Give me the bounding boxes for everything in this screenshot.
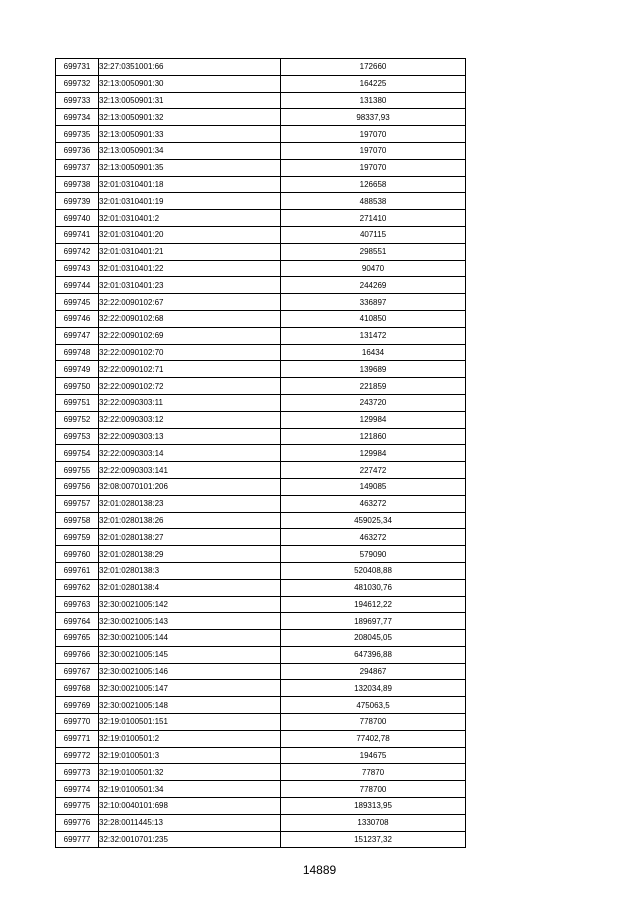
row-id-cell: 699768 bbox=[56, 680, 99, 697]
cadastral-value-cell: 172660 bbox=[281, 59, 466, 76]
table-row bbox=[56, 59, 466, 76]
table-row bbox=[56, 193, 466, 210]
cadastral-value-cell: 132034,89 bbox=[281, 680, 466, 697]
row-id-cell: 699739 bbox=[56, 193, 99, 210]
row-id-cell: 699732 bbox=[56, 75, 99, 92]
table-row bbox=[56, 428, 466, 445]
cadastral-value-cell: 407115 bbox=[281, 226, 466, 243]
row-id-cell: 699774 bbox=[56, 781, 99, 798]
cadastral-value-cell: 459025,34 bbox=[281, 512, 466, 529]
row-id-cell: 699776 bbox=[56, 814, 99, 831]
table-row bbox=[56, 294, 466, 311]
cadastral-value-cell: 197070 bbox=[281, 142, 466, 159]
cadastral-number-cell: 32:01:0310401:20 bbox=[99, 226, 281, 243]
table-row bbox=[56, 663, 466, 680]
row-id-cell: 699745 bbox=[56, 294, 99, 311]
cadastral-value-cell: 488538 bbox=[281, 193, 466, 210]
cadastral-value-cell: 481030,76 bbox=[281, 579, 466, 596]
cadastral-number-cell: 32:01:0280138:23 bbox=[99, 495, 281, 512]
page-number: 14889 bbox=[302, 863, 337, 877]
cadastral-number-cell: 32:01:0280138:4 bbox=[99, 579, 281, 596]
table-row bbox=[56, 764, 466, 781]
row-id-cell: 699758 bbox=[56, 512, 99, 529]
table-row bbox=[56, 327, 466, 344]
cadastral-value-cell: 1330708 bbox=[281, 814, 466, 831]
table-row bbox=[56, 126, 466, 143]
cadastral-value-cell: 244269 bbox=[281, 277, 466, 294]
cadastral-value-cell: 227472 bbox=[281, 462, 466, 479]
table-row bbox=[56, 226, 466, 243]
cadastral-value-cell: 90470 bbox=[281, 260, 466, 277]
table-row bbox=[56, 176, 466, 193]
cadastral-value-cell: 520408,88 bbox=[281, 562, 466, 579]
row-id-cell: 699746 bbox=[56, 310, 99, 327]
cadastral-value-cell: 189313,95 bbox=[281, 798, 466, 815]
table-row bbox=[56, 210, 466, 227]
cadastral-value-table bbox=[55, 58, 466, 848]
cadastral-number-cell: 32:30:0021005:148 bbox=[99, 697, 281, 714]
table-row bbox=[56, 361, 466, 378]
cadastral-number-cell: 32:30:0021005:147 bbox=[99, 680, 281, 697]
cadastral-value-cell: 298551 bbox=[281, 243, 466, 260]
cadastral-number-cell: 32:13:0050901:35 bbox=[99, 159, 281, 176]
table-row bbox=[56, 714, 466, 731]
cadastral-number-cell: 32:22:0090102:69 bbox=[99, 327, 281, 344]
cadastral-value-cell: 16434 bbox=[281, 344, 466, 361]
table-row bbox=[56, 831, 466, 848]
row-id-cell: 699762 bbox=[56, 579, 99, 596]
table-body bbox=[56, 59, 466, 848]
cadastral-number-cell: 32:13:0050901:32 bbox=[99, 109, 281, 126]
table-row bbox=[56, 109, 466, 126]
cadastral-value-cell: 778700 bbox=[281, 714, 466, 731]
cadastral-number-cell: 32:22:0090303:141 bbox=[99, 462, 281, 479]
cadastral-value-cell: 189697,77 bbox=[281, 613, 466, 630]
row-id-cell: 699766 bbox=[56, 646, 99, 663]
row-id-cell: 699775 bbox=[56, 798, 99, 815]
table-row bbox=[56, 478, 466, 495]
row-id-cell: 699744 bbox=[56, 277, 99, 294]
cadastral-number-cell: 32:01:0280138:27 bbox=[99, 529, 281, 546]
cadastral-number-cell: 32:22:0090102:67 bbox=[99, 294, 281, 311]
cadastral-number-cell: 32:13:0050901:34 bbox=[99, 142, 281, 159]
cadastral-number-cell: 32:22:0090303:13 bbox=[99, 428, 281, 445]
row-id-cell: 699754 bbox=[56, 445, 99, 462]
cadastral-number-cell: 32:19:0100501:151 bbox=[99, 714, 281, 731]
table-row bbox=[56, 512, 466, 529]
cadastral-value-cell: 77870 bbox=[281, 764, 466, 781]
cadastral-value-cell: 271410 bbox=[281, 210, 466, 227]
row-id-cell: 699735 bbox=[56, 126, 99, 143]
cadastral-value-cell: 131472 bbox=[281, 327, 466, 344]
row-id-cell: 699756 bbox=[56, 478, 99, 495]
table-row bbox=[56, 142, 466, 159]
table-row bbox=[56, 378, 466, 395]
row-id-cell: 699770 bbox=[56, 714, 99, 731]
cadastral-number-cell: 32:01:0280138:26 bbox=[99, 512, 281, 529]
cadastral-number-cell: 32:22:0090303:12 bbox=[99, 411, 281, 428]
cadastral-value-cell: 77402,78 bbox=[281, 730, 466, 747]
cadastral-number-cell: 32:28:0011445:13 bbox=[99, 814, 281, 831]
row-id-cell: 699750 bbox=[56, 378, 99, 395]
row-id-cell: 699741 bbox=[56, 226, 99, 243]
row-id-cell: 699747 bbox=[56, 327, 99, 344]
table-row bbox=[56, 613, 466, 630]
cadastral-number-cell: 32:01:0310401:19 bbox=[99, 193, 281, 210]
row-id-cell: 699761 bbox=[56, 562, 99, 579]
table-row bbox=[56, 546, 466, 563]
cadastral-number-cell: 32:30:0021005:142 bbox=[99, 596, 281, 613]
cadastral-value-cell: 463272 bbox=[281, 495, 466, 512]
row-id-cell: 699765 bbox=[56, 630, 99, 647]
table-row bbox=[56, 781, 466, 798]
cadastral-number-cell: 32:22:0090102:71 bbox=[99, 361, 281, 378]
cadastral-value-cell: 197070 bbox=[281, 159, 466, 176]
cadastral-number-cell: 32:32:0010701:235 bbox=[99, 831, 281, 848]
row-id-cell: 699763 bbox=[56, 596, 99, 613]
row-id-cell: 699769 bbox=[56, 697, 99, 714]
cadastral-number-cell: 32:19:0100501:2 bbox=[99, 730, 281, 747]
row-id-cell: 699751 bbox=[56, 394, 99, 411]
row-id-cell: 699736 bbox=[56, 142, 99, 159]
table-row bbox=[56, 344, 466, 361]
cadastral-value-cell: 194612,22 bbox=[281, 596, 466, 613]
cadastral-value-cell: 579090 bbox=[281, 546, 466, 563]
cadastral-value-cell: 194675 bbox=[281, 747, 466, 764]
cadastral-number-cell: 32:13:0050901:31 bbox=[99, 92, 281, 109]
row-id-cell: 699748 bbox=[56, 344, 99, 361]
row-id-cell: 699734 bbox=[56, 109, 99, 126]
table-row bbox=[56, 562, 466, 579]
cadastral-value-cell: 164225 bbox=[281, 75, 466, 92]
row-id-cell: 699737 bbox=[56, 159, 99, 176]
cadastral-number-cell: 32:13:0050901:33 bbox=[99, 126, 281, 143]
cadastral-number-cell: 32:22:0090102:72 bbox=[99, 378, 281, 395]
cadastral-value-cell: 129984 bbox=[281, 445, 466, 462]
table-row bbox=[56, 798, 466, 815]
cadastral-number-cell: 32:01:0310401:21 bbox=[99, 243, 281, 260]
row-id-cell: 699757 bbox=[56, 495, 99, 512]
cadastral-number-cell: 32:30:0021005:144 bbox=[99, 630, 281, 647]
cadastral-number-cell: 32:08:0070101:206 bbox=[99, 478, 281, 495]
table-row bbox=[56, 159, 466, 176]
cadastral-value-cell: 149085 bbox=[281, 478, 466, 495]
table-row bbox=[56, 75, 466, 92]
row-id-cell: 699749 bbox=[56, 361, 99, 378]
cadastral-value-cell: 98337,93 bbox=[281, 109, 466, 126]
row-id-cell: 699759 bbox=[56, 529, 99, 546]
cadastral-number-cell: 32:30:0021005:145 bbox=[99, 646, 281, 663]
row-id-cell: 699733 bbox=[56, 92, 99, 109]
row-id-cell: 699752 bbox=[56, 411, 99, 428]
cadastral-value-cell: 410850 bbox=[281, 310, 466, 327]
table-row bbox=[56, 495, 466, 512]
cadastral-value-cell: 131380 bbox=[281, 92, 466, 109]
table-row bbox=[56, 630, 466, 647]
cadastral-value-cell: 294867 bbox=[281, 663, 466, 680]
cadastral-number-cell: 32:22:0090102:68 bbox=[99, 310, 281, 327]
row-id-cell: 699743 bbox=[56, 260, 99, 277]
cadastral-value-cell: 221859 bbox=[281, 378, 466, 395]
cadastral-number-cell: 32:30:0021005:146 bbox=[99, 663, 281, 680]
table-row bbox=[56, 579, 466, 596]
cadastral-number-cell: 32:22:0090303:14 bbox=[99, 445, 281, 462]
table-row bbox=[56, 529, 466, 546]
table-row bbox=[56, 697, 466, 714]
cadastral-number-cell: 32:30:0021005:143 bbox=[99, 613, 281, 630]
cadastral-number-cell: 32:01:0280138:29 bbox=[99, 546, 281, 563]
cadastral-number-cell: 32:19:0100501:32 bbox=[99, 764, 281, 781]
table-row bbox=[56, 243, 466, 260]
table-row bbox=[56, 445, 466, 462]
cadastral-number-cell: 32:13:0050901:30 bbox=[99, 75, 281, 92]
table-row bbox=[56, 680, 466, 697]
row-id-cell: 699755 bbox=[56, 462, 99, 479]
cadastral-value-cell: 336897 bbox=[281, 294, 466, 311]
cadastral-number-cell: 32:22:0090102:70 bbox=[99, 344, 281, 361]
table-row bbox=[56, 596, 466, 613]
cadastral-value-cell: 197070 bbox=[281, 126, 466, 143]
row-id-cell: 699777 bbox=[56, 831, 99, 848]
cadastral-value-cell: 243720 bbox=[281, 394, 466, 411]
cadastral-number-cell: 32:19:0100501:34 bbox=[99, 781, 281, 798]
table-row bbox=[56, 277, 466, 294]
row-id-cell: 699740 bbox=[56, 210, 99, 227]
row-id-cell: 699738 bbox=[56, 176, 99, 193]
row-id-cell: 699772 bbox=[56, 747, 99, 764]
cadastral-number-cell: 32:27:0351001:66 bbox=[99, 59, 281, 76]
row-id-cell: 699731 bbox=[56, 59, 99, 76]
table-row bbox=[56, 310, 466, 327]
table-row bbox=[56, 814, 466, 831]
cadastral-number-cell: 32:01:0280138:3 bbox=[99, 562, 281, 579]
row-id-cell: 699767 bbox=[56, 663, 99, 680]
cadastral-number-cell: 32:01:0310401:22 bbox=[99, 260, 281, 277]
cadastral-value-cell: 126658 bbox=[281, 176, 466, 193]
table-row bbox=[56, 730, 466, 747]
row-id-cell: 699742 bbox=[56, 243, 99, 260]
cadastral-number-cell: 32:22:0090303:11 bbox=[99, 394, 281, 411]
table-row bbox=[56, 747, 466, 764]
cadastral-number-cell: 32:01:0310401:2 bbox=[99, 210, 281, 227]
row-id-cell: 699771 bbox=[56, 730, 99, 747]
cadastral-value-cell: 151237,32 bbox=[281, 831, 466, 848]
row-id-cell: 699760 bbox=[56, 546, 99, 563]
cadastral-value-cell: 208045,05 bbox=[281, 630, 466, 647]
table-row bbox=[56, 411, 466, 428]
row-id-cell: 699773 bbox=[56, 764, 99, 781]
cadastral-value-cell: 139689 bbox=[281, 361, 466, 378]
table-row bbox=[56, 260, 466, 277]
cadastral-number-cell: 32:10:0040101:698 bbox=[99, 798, 281, 815]
cadastral-value-cell: 129984 bbox=[281, 411, 466, 428]
row-id-cell: 699753 bbox=[56, 428, 99, 445]
cadastral-value-cell: 647396,88 bbox=[281, 646, 466, 663]
cadastral-value-cell: 463272 bbox=[281, 529, 466, 546]
cadastral-value-cell: 778700 bbox=[281, 781, 466, 798]
row-id-cell: 699764 bbox=[56, 613, 99, 630]
cadastral-number-cell: 32:19:0100501:3 bbox=[99, 747, 281, 764]
table-row bbox=[56, 462, 466, 479]
cadastral-value-cell: 121860 bbox=[281, 428, 466, 445]
table-row bbox=[56, 394, 466, 411]
cadastral-number-cell: 32:01:0310401:23 bbox=[99, 277, 281, 294]
cadastral-value-cell: 475063,5 bbox=[281, 697, 466, 714]
cadastral-number-cell: 32:01:0310401:18 bbox=[99, 176, 281, 193]
table-row bbox=[56, 92, 466, 109]
table-row bbox=[56, 646, 466, 663]
